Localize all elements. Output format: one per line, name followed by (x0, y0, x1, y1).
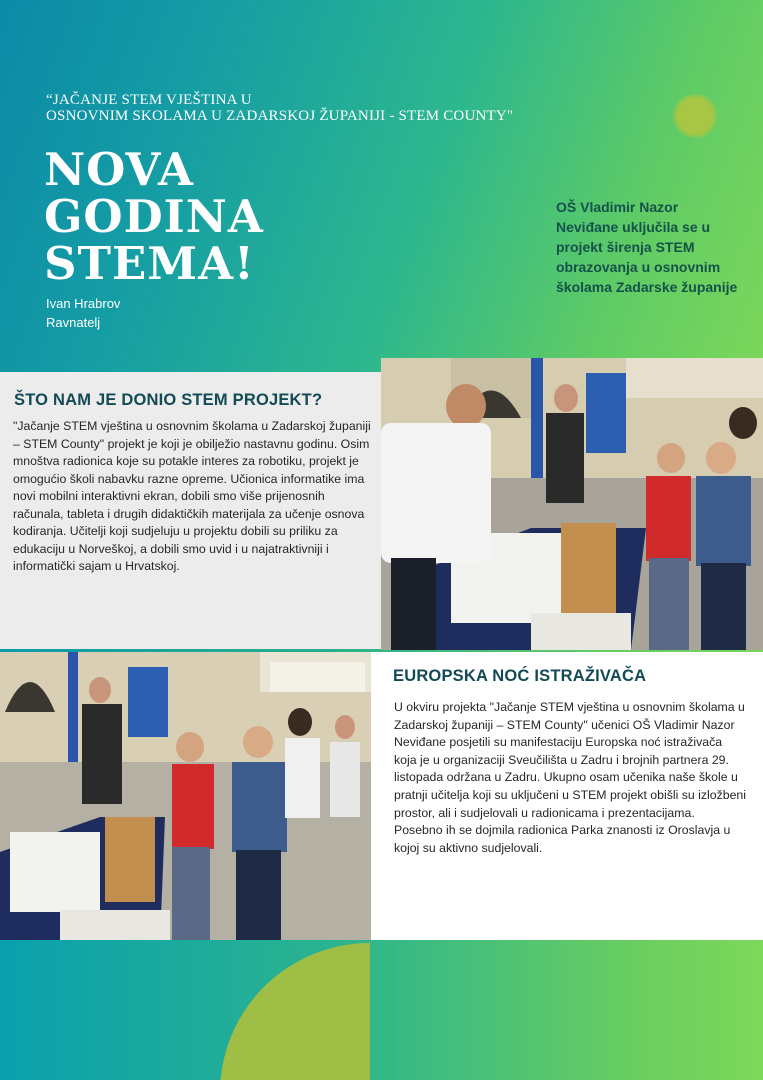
subtitle-line-2: OSNOVNIM SKOLAMA U ZADARSKOJ ŽUPANIJI - STEM COUNTY" (46, 108, 514, 124)
title-line-2: GODINA (44, 190, 264, 243)
section-stem-project-heading: ŠTO NAM JE DONIO STEM PROJEKT? (14, 391, 323, 409)
page-title (44, 143, 344, 290)
photo-illustration-2 (0, 652, 371, 942)
footer-background (0, 940, 763, 1080)
photo-illustration-1 (381, 358, 763, 650)
photo-stem-workshop-1 (381, 358, 763, 650)
subtitle-line-1: “JAČANJE STEM VJEŠTINA U (46, 92, 252, 108)
section-researchers-night-body: U okviru projekta "Jačanje STEM vještina u osnovnim školama u Zadarskoj županiji – STEM County" učenici OŠ Vladimir Nazor Neviđane posjetili su manifestaciju Europska noć istraživača koja je u organizaciji Sveučilišta u Zadru i brojnih partnera 29. listopada održana u Zadru. Ukupno osam učenika naše škole u pratnji učitelja koji su uključeni u STEM projekt obišli su izložbeni prostor, ali i sudjelovali u radionicama i prezentacijama. Posebno ih se dojmila radionica Parka znanosti iz Oroslavja u kojoj su aktivno sudjelovali. (394, 700, 746, 855)
project-subtitle (46, 92, 566, 124)
decorative-sun-circle (673, 94, 717, 138)
author-name: Ivan Hrabrov (46, 296, 121, 311)
author-role: Ravnatelj (46, 315, 101, 330)
title-line-1: NOVA (44, 143, 194, 196)
intro-text: OŠ Vladimir Nazor Neviđane uključila se u projekt širenja STEM obrazovanja u osnovnim školama Zadarske županije (556, 199, 738, 295)
author-block (46, 294, 120, 332)
photo-stem-workshop-2 (0, 652, 371, 942)
section-stem-project (0, 372, 381, 649)
section-researchers-night-heading: EUROPSKA NOĆ ISTRAŽIVAČA (393, 667, 647, 685)
title-line-3: STEMA! (44, 237, 255, 290)
section-researchers-night (371, 652, 763, 942)
section-stem-project-body: "Jačanje STEM vještina u osnovnim školama u Zadarskoj županiji – STEM County" projekt je koji je obilježio nastavnu godinu. Osim mnoštva radionica koje su potakle interes za robotiku, projekt je omogućio školi nabavku razne opreme. Učionica informatike ima novi mobilni interaktivni ekran, dobili smo više prijenosnih računala, tableta i drugih didaktičkih materijala za učenje osnova kodiranja. Učitelji koji sudjeluju u projektu dobili su priliku za edukaciju u Norveškoj, a dobili smo uvid i u najatraktivniji i informatički sajam u Hrvatskoj. (13, 419, 371, 573)
